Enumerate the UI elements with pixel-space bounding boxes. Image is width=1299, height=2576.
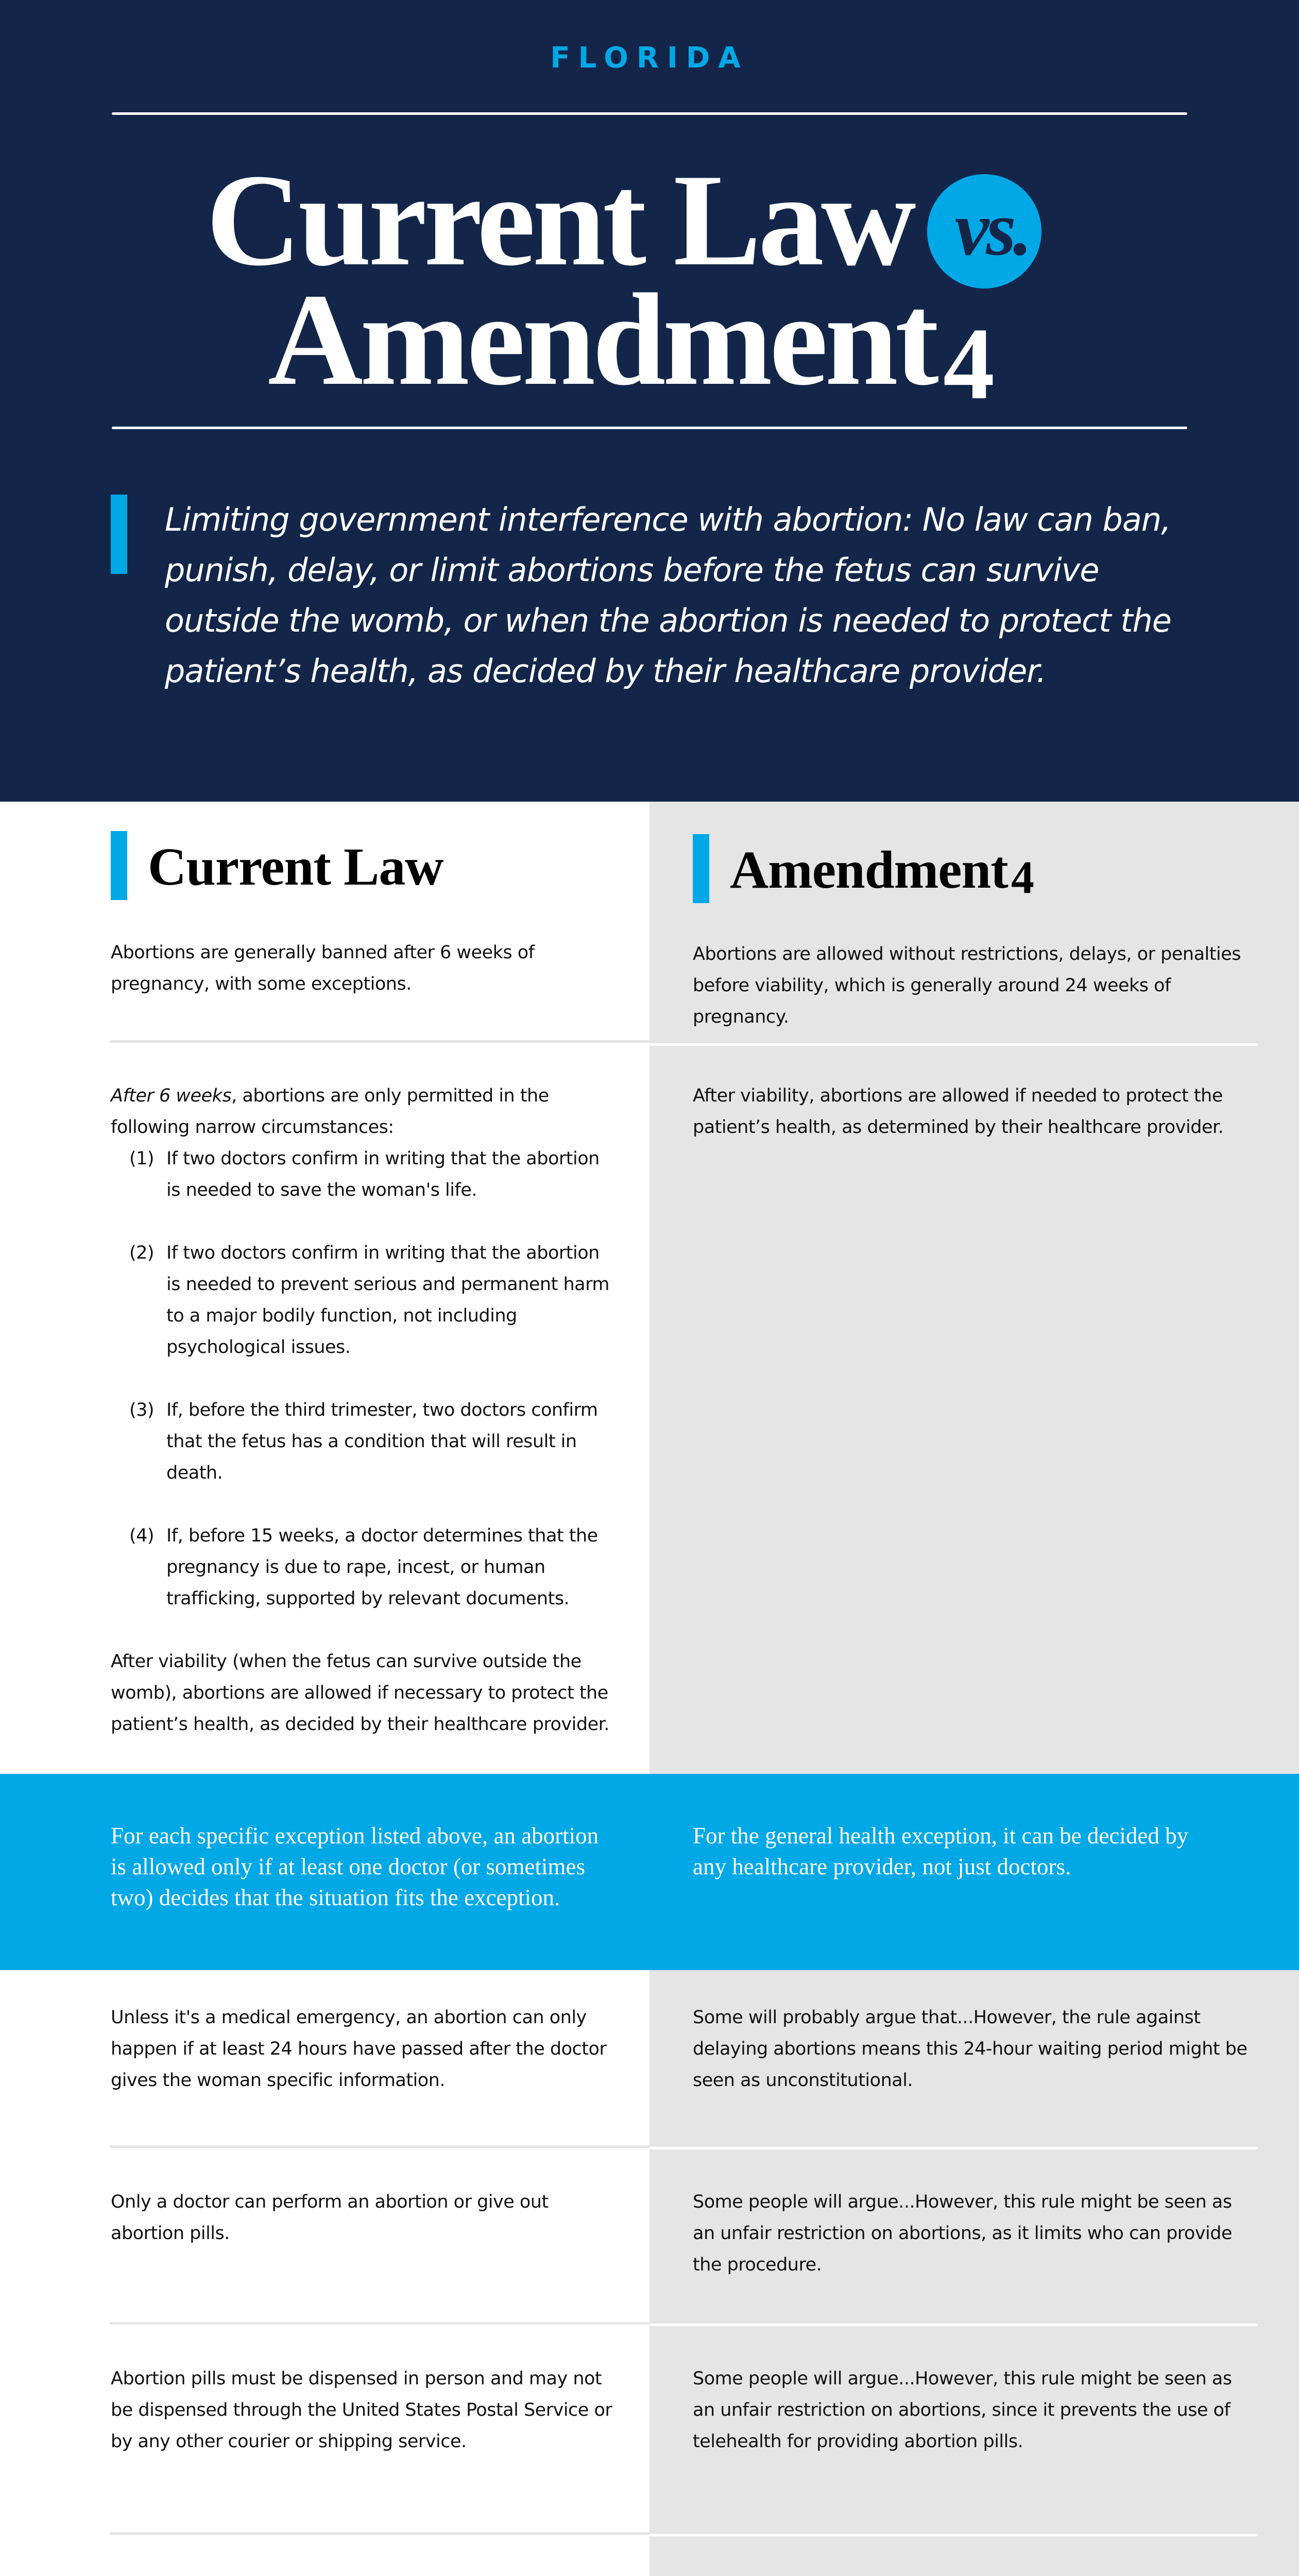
amendment-argument: [693, 2573, 1258, 2576]
amendment-column: [649, 802, 1299, 1040]
exception-item: [129, 1520, 619, 1615]
current-law-rule: [111, 2573, 619, 2576]
amendment-title: [730, 840, 1034, 904]
exceptions-intro-emphasis: After 6 weeks: [111, 1086, 232, 1106]
hero-quote: [111, 495, 1192, 697]
exception-text: If, before the third trimester, two doctors confirm that the fetus has a condition that will result in death.: [166, 1400, 598, 1483]
current-law-column: [0, 802, 649, 1040]
current-law-summary: Abortions are generally banned after 6 weeks of pregnancy, with some exceptions.: [111, 942, 535, 994]
hero-header: [0, 0, 1299, 802]
divider-line-left: [110, 2532, 649, 2535]
row-divider: [0, 2145, 1299, 2149]
amendment-exceptions: [649, 1059, 1299, 1774]
row-divider: [0, 2322, 1299, 2326]
current-law-rule: Abortion pills must be dispensed in person and may not be dispensed through the United States Postal Service or by any other courier or shipping service.: [111, 2368, 612, 2452]
heading-accent-bar: [111, 831, 127, 900]
hero-title-line1: Current Law: [206, 147, 913, 293]
exception-number: (3): [129, 1400, 155, 1420]
exception-number: (2): [129, 1243, 155, 1263]
amendment-argument: Some people will argue...However, this rule might be seen as an unfair restriction on abortions, as it limits who can provide the procedure.: [693, 2192, 1233, 2275]
current-law-title: Current Law: [148, 837, 443, 896]
amendment-argument: Some will probably argue that...However, the rule against delaying abortions means this 24-hour waiting period might be seen as unconstitutional.: [693, 2007, 1247, 2091]
header-divider-top: [112, 112, 1187, 115]
current-law-cell: [0, 2149, 649, 2322]
after-viability-text: After viability (when the fetus can survive outside the womb), abortions are allowed if necessary to protect the patient’s health, as decided by their healthcare provider.: [111, 1651, 609, 1735]
band-left-text: For each specific exception listed above, an abortion is allowed only if at least one doctor (or sometimes two) decides that the situation fits the exception.: [111, 1823, 599, 1910]
comparison-row: [0, 1970, 1299, 2145]
divider-line-right: [649, 1043, 1258, 1046]
quote-accent-bar: [111, 495, 127, 574]
amendment-title-number: 4: [1011, 852, 1034, 903]
current-law-cell: [0, 2536, 649, 2576]
amendment-summary: Abortions are allowed without restrictions, delays, or penalties before viability, which is generally around 24 weeks of pregnancy.: [693, 944, 1241, 1027]
comparison-row: [0, 2536, 1299, 2576]
current-law-rule: Unless it's a medical emergency, an abortion can only happen if at least 24 hours have passed after the doctor gives the woman specific information.: [111, 2007, 607, 2091]
amendment-argument: Some people will argue...However, this rule might be seen as an unfair restriction on abortions, since it prevents the use of telehealth for providing abortion pills.: [693, 2368, 1232, 2452]
amendment-cell: [649, 2149, 1299, 2322]
exception-decider-band: [0, 1774, 1299, 1970]
exceptions-intro: [111, 1080, 619, 1143]
exception-text: If two doctors confirm in writing that the abortion is needed to save the woman's life.: [166, 1148, 600, 1200]
amendment-cell: [649, 2536, 1299, 2576]
exception-item: [129, 1238, 619, 1363]
exception-number: (4): [129, 1526, 155, 1546]
heading-accent-bar: [693, 834, 709, 903]
exceptions-list: [111, 1143, 619, 1615]
exceptions-section: [0, 1059, 1299, 1774]
comparison-rows: [0, 1970, 1299, 2576]
current-law-heading: [111, 831, 619, 900]
current-law-cell: [0, 1970, 649, 2145]
exception-item: [129, 1395, 619, 1489]
comparison-row: [0, 2326, 1299, 2532]
vs-badge-icon: [927, 174, 1041, 289]
hero-title-line2: [268, 267, 992, 430]
current-law-rule: Only a doctor can perform an abortion or give out abortion pills.: [111, 2192, 549, 2244]
hero-title-amendment: Amendment: [268, 267, 936, 413]
divider-line-left: [110, 1040, 649, 1043]
hero-title-number: 4: [943, 307, 992, 421]
row-divider: [0, 2532, 1299, 2536]
row-divider: [0, 1040, 1299, 1059]
comparison-row: [0, 2149, 1299, 2322]
amendment-cell: [649, 1970, 1299, 2145]
summary-section: [0, 802, 1299, 1040]
amendment-heading: [693, 834, 1258, 904]
amendment-cell: [649, 2326, 1299, 2532]
current-law-exceptions: [0, 1059, 649, 1774]
current-law-cell: [0, 2326, 649, 2532]
exceptions-intro-rest: , abortions are only permitted in the following narrow circumstances:: [111, 1086, 549, 1138]
band-right-text: For the general health exception, it can be decided by any healthcare provider, not just doctors.: [693, 1823, 1189, 1879]
exception-number: (1): [129, 1148, 155, 1169]
divider-line-left: [110, 2145, 649, 2148]
divider-line-left: [110, 2322, 649, 2325]
amendment-title-text: Amendment: [730, 840, 1008, 900]
amendment-after-viability-text: After viability, abortions are allowed if needed to protect the patient’s health, as determined by their healthcare provider.: [693, 1086, 1224, 1138]
exception-text: If two doctors confirm in writing that the abortion is needed to prevent serious and permanent harm to a major bodily function, not including psychological issues.: [166, 1243, 609, 1358]
vs-badge-text: vs.: [954, 186, 1030, 272]
exception-text: If, before 15 weeks, a doctor determines that the pregnancy is due to rape, incest, or human trafficking, supported by relevant documents.: [166, 1526, 598, 1609]
header-divider-bottom: [112, 427, 1187, 429]
exception-item: [129, 1143, 619, 1206]
hero-quote-text: Limiting government interference with abortion: No law can ban, punish, delay, or limit abortions before the fetus can survive outside the womb, or when the abortion is needed to protect the patient’s health, as decided by their healthcare provider.: [165, 501, 1171, 690]
state-label: FLORIDA: [550, 41, 749, 75]
